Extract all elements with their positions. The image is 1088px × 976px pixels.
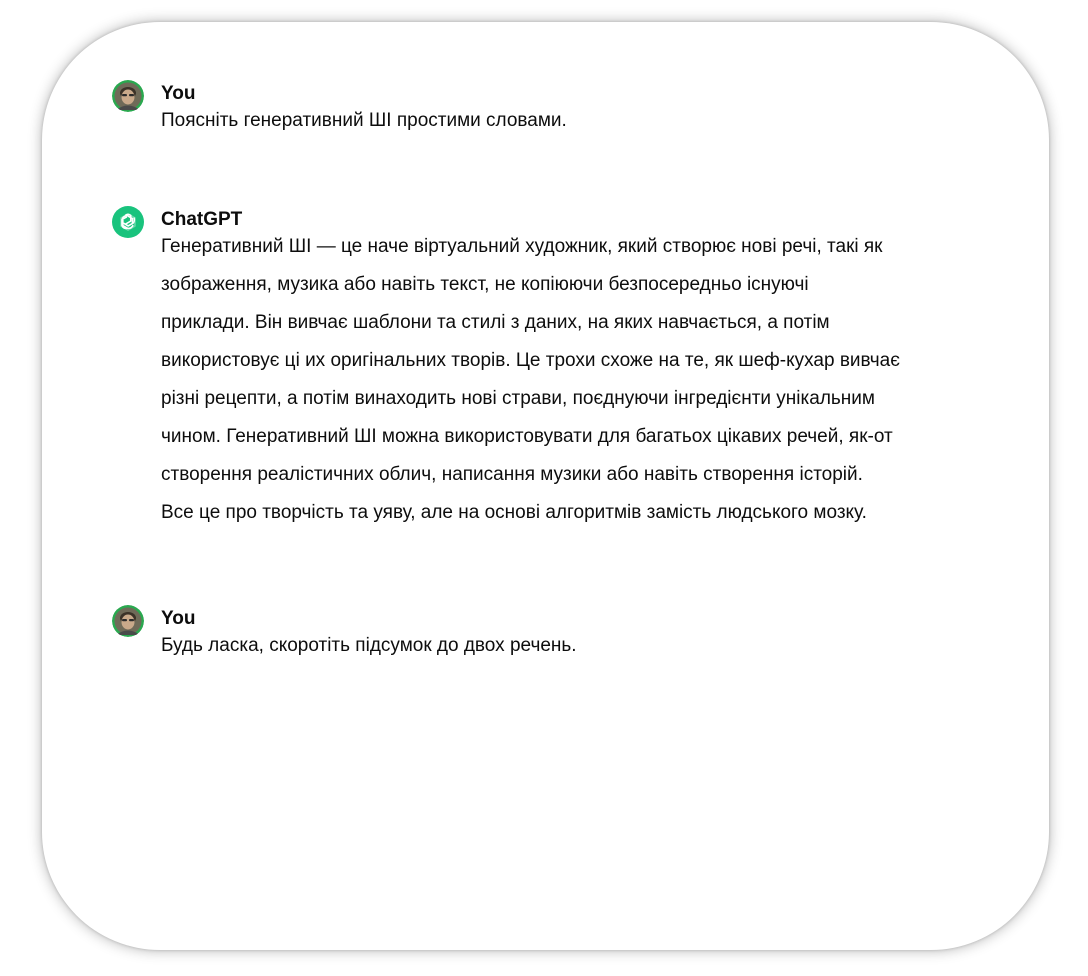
message-text — [161, 627, 577, 665]
message-line: Все це про творчість та уяву, але на основі алгоритмів замість людського мозку. — [161, 502, 867, 523]
message-author: You — [161, 83, 196, 104]
assistant-avatar — [112, 206, 144, 238]
message-line: зображення, музика або навіть текст, не копіюючи безпосередньо існуючі — [161, 274, 809, 295]
message-line: Поясніть генеративний ШІ простими словами. — [161, 110, 567, 131]
user-avatar — [112, 80, 144, 112]
message-text — [161, 102, 567, 140]
message-line: приклади. Він вивчає шаблони та стилі з даних, на яких навчається, а потім — [161, 312, 830, 333]
message-text — [161, 228, 900, 532]
user-photo-avatar-icon — [112, 80, 144, 112]
message-author: ChatGPT — [161, 209, 243, 230]
user-photo-avatar-icon — [112, 605, 144, 637]
message-line: Генеративний ШІ — це наче віртуальний художник, який створює нові речі, такі як — [161, 236, 883, 257]
user-avatar — [112, 605, 144, 637]
message-author: You — [161, 608, 196, 629]
message-line: різні рецепти, а потім винаходить нові страви, поєднуючи інгредієнти унікальним — [161, 388, 875, 409]
openai-logo-icon — [117, 211, 139, 233]
message-line: чином. Генеративний ШІ можна використовувати для багатьох цікавих речей, як-от — [161, 426, 893, 447]
message-line: створення реалістичних облич, написання музики або навіть створення історій. — [161, 464, 863, 485]
message-line: Будь ласка, скоротіть підсумок до двох речень. — [161, 635, 577, 656]
message-line: використовує ці их оригінальних творів. Це трохи схоже на те, як шеф-кухар вивчає — [161, 350, 900, 371]
